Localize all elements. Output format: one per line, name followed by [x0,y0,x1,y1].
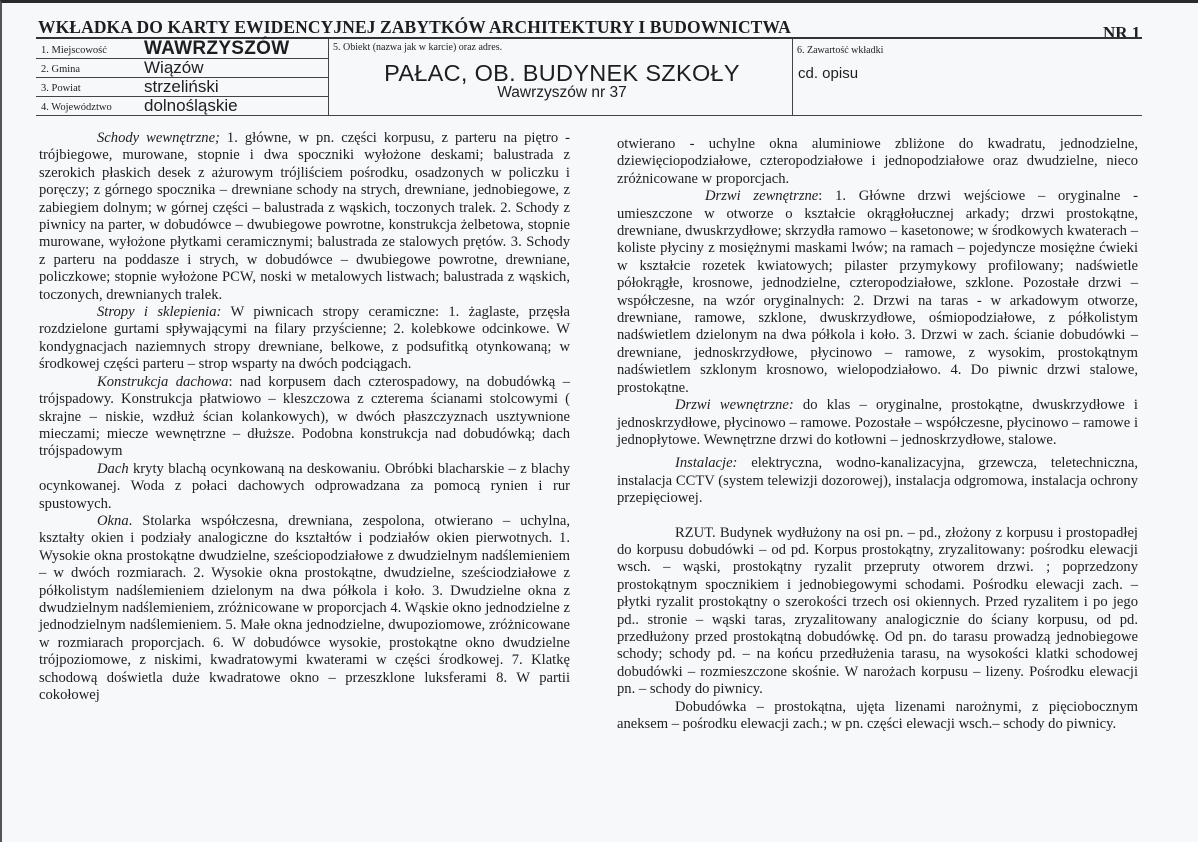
field-label: 3. Powiat [41,83,81,94]
document-number: NR 1 [1103,23,1141,42]
paragraph-windows-cont: otwierano - uchylne okna aluminiowe zbliżone do kwadratu, jednodzielne, dziewięciopodziałowe, czteropodziałowe i jednopodziałowe oraz dwudzielne, nieco zróżnicowane w proporcjach. [617,136,1138,187]
header-form-table [36,39,1142,116]
field-row-locality [36,39,328,59]
field-label: 4. Województwo [41,102,112,113]
section-heading: Instalacje: [675,455,738,472]
paragraph-roof: Dach kryty blachą ocynkowaną na deskowaniu. Obróbki blacharskie – z blachy ocynkowanej. Woda z połaci dachowych odprowadzana za pomocą rynien i rur spustowych. [39,460,570,512]
section-heading: Dach [97,460,129,477]
paragraph-windows: Okna. Stolarka współczesna, drewniana, zespolona, otwierano – uchylna, kształty okien i podziały analogiczne do kształtów i podziałów okien pierwotnych. 1. Wysokie okna prostokątne dwudzielne, sześciopodziałowe z dwudzielnym nadślemieniem – w dwóch rozmiarach. 2. Wysokie okna prostokątne, dwudzielne, sześciodziałowe z półkolistym nadślemieniem dzielonym na dwa półkola i koło. 3. Dwudzielne okna z dwudzielnym nadślemieniem, zróżnicowane w proporcjach 4. Wąskie okno jednodzielne z jednodzielnym nadślemieniem. 5. Małe okna jednodzielne, dwupoziomowe, zróżnicowane w rozmiarach proporcjach. 6. W dobudówce wysokie, prostokątne okno dwudzielne trójpoziomowe, z niskimi, kwadratowymi kwaterami w części środkowej. 7. Klatkę schodową doświetla duże kwadratowe okno – przeszklone luksferami 8. W partii cokołowej [39,512,570,703]
section-heading: Drzwi wewnętrzne: [675,397,794,414]
field-label: 2. Gmina [41,64,81,75]
contents-value: cd. opisu [798,65,859,82]
contents-label: 6. Zawartość wkładki [797,45,884,56]
paragraph-exterior-doors: Drzwi zewnętrzne: 1. Główne drzwi wejściowe – oryginalne - umieszczone w otworze o kształcie okrągłołucznej arkady; drzwi prostokątne, drewniane, dwuskrzydłowe; skrzydła ramowo – kasetonowe; w środkowych kwaterach – koliste płyciny z mosiężnymi maskami lwów; na ramach – pojedyncze mosiężne ćwieki w kształcie rozetek kwiatowych; pilaster przymykowy profilowany; nadświetle półokrągłe, krosnowe, jednodzielne, czteropodziałowe, szklone. Pozostałe drzwi – współczesne, na wzór oryginalnych: 2. Drzwi na taras - w arkadowym otworze, drewniane, ramowe, szklone, dwuskrzydłowe, ośmiopodziałowe, z półkolistym nadświetlem dzielonym na dwa półkola i koło. 3. Drzwi w zach. ścianie dobudówki – drewniane, jednoskrzydłowe, płycinowo – ramowe, z wysokim, prostokątnym nadświetlem szklonym krosnowo, wielopodziałowo. 4. Do piwnic drzwi stalowe, prostokątne. [617,188,1139,396]
field-value-voivodeship: dolnośląskie [144,96,238,115]
paragraph-roof-structure: Konstrukcja dachowa: nad korpusem dach czterospadowy, na dobudówką – trójspadowy. Konstrukcja płatwiowo – kleszczowa z czterema ścianami stolcowymi ( skrajne – niskie, wzdłuż ścian kolankowych), w dwóch płaszczyznach usztywnione mieczami; miecze wewnętrzne – dłuższe. Podobna konstrukcja nad dobudówką; dach trójspadowym [39,373,570,460]
paragraph-annex: Dobudówka – prostokątna, ujęta lizenami narożnymi, z pięciobocznym aneksem – pośrodku elewacji zach.; w pn. części elewacji wsch.– schody do piwnicy. [617,698,1138,732]
document-title: WKŁADKA DO KARTY EWIDENCYJNEJ ZABYTKÓW ARCHITEKTURY I BUDOWNICTWA [38,17,791,37]
object-address: Wawrzyszów nr 37 [497,84,627,101]
field-label: 1. Miejscowość [41,45,107,56]
field-row-voivodeship [36,96,328,115]
paragraph-installations: Instalacje: elektryczna, wodno-kanalizacyjna, grzewcza, teletechniczna, instalacja CCTV (system telewizji dozorowej), instalacja odgromowa, instalacja ochrony przepięciowej. [617,455,1138,507]
paragraph-floor-plan: RZUT. Budynek wydłużony na osi pn. – pd., złożony z korpusu i prostopadłej do korpusu dobudówki – od pd. Korpus prostokątny, zryzalitowany: pośrodku elewacji wsch. – wąski, prostokątny ryzalit przepruty otworem drzwi. ; poprzedzony prostokątnym spocznikiem i jednobiegowymi schodami. Pośrodku elewacji zach. – płytki ryzalit prostokątny o szerokości trzech osi okiennych. Przed ryzalitem i po jego pd.. stronie – wąski taras, zryzalitowany analogicznie do ściany korpusu, od pd. przedłużony przed prostokątną dobudówkę. Od pn. do tarasu prowadzą jednobiegowe schody; schody pd. – na końcu przedłużenia tarasu, na wysokości klatki schodowej dobudówki – rozmieszczone skośnie. W narożach korpusu – lizeny. Pośrodku elewacji pn. – schody do piwnicy. [617,524,1138,698]
field-row-county [36,77,328,97]
paragraph-ceilings: Stropy i sklepienia: W piwnicach stropy ceramiczne: 1. żaglaste, przęsła rozdzielone gurtami spływającymi na filary przyścienne; 2. kolebkowe odcinkowe. W kondygnacjach naziemnych stropy drewniane, belkowe, z podsufitką otynkowaną; w środkowej części parteru – strop wsparty na dwóch podciągach. [39,304,571,373]
object-name: PAŁAC, OB. BUDYNEK SZKOŁY [384,60,740,86]
object-label: 5. Obiekt (nazwa jak w karcie) oraz adres. [333,42,503,53]
paragraph-stairs: Schody wewnętrzne; 1. główne, w pn. części korpusu, z parteru na piętro - trójbiegowe, murowane, stopnie i dwa spoczniki wyłożone deskami; balustrada z szerokich płaskich desek z ażurowym trójliściem pośrodku, osadzonych w policzku i poręczy; z górnego spocznika – drewniane schody na strych, drewniane, jednobiegowe, z zabiegiem dolnym; w górnej części – balustrada z wąskich, toczonych tralek. 2. Schody z piwnicy na parter, w dobudówce – dwubiegowe powrotne, konstrukcja żelbetowa, stopnie murowane, wyłożone płytkami ceramicznymi; balustrada ze stalowych prętów. 3. Schody z parteru na poddasze i strych, w dobudówce – dwubiegowe powrotne, drewniane, policzkowe; stopnie wyłożone PCW, noski w metalowych listwach; balustrada z wąskich, toczonych, drewnianych tralek. [39,130,570,303]
section-heading: Okna [97,512,129,529]
paragraph-interior-doors: Drzwi wewnętrzne: do klas – oryginalne, prostokątne, dwuskrzydłowe i jednoskrzydłowe, płycinowo – ramowe. Pozostałe – współczesne, płycinowo – ramowe i jednopłytowe. Wewnętrzne drzwi do kotłowni – jednoskrzydłowe, stalowe. [617,397,1138,448]
spacer [617,508,1138,525]
left-text-column [39,130,570,704]
field-value-commune: Wiązów [144,58,204,77]
section-heading: Schody wewnętrzne; [97,130,220,146]
section-heading: Konstrukcja dachowa [97,373,229,390]
section-heading: Drzwi zewnętrzne [705,188,819,205]
field-value-locality: WAWRZYSZÓW [144,38,290,59]
right-text-column [617,136,1138,733]
section-heading: Stropy i sklepienia: [97,304,222,321]
field-row-commune [36,58,328,78]
column-divider [328,39,329,115]
field-value-county: strzeliński [144,77,219,96]
column-divider [792,39,793,115]
